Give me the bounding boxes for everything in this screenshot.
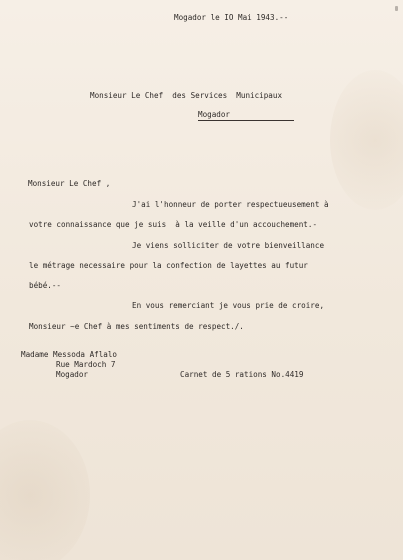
body-line: J'ai l'honneur de porter respectueusement à: [132, 200, 329, 209]
sender-city: Mogador: [56, 370, 89, 379]
recipient-line: Monsieur Le Chef des Services Municipaux: [90, 91, 283, 100]
salutation: Monsieur Le Chef ,: [28, 179, 111, 188]
paper-stain: [330, 70, 403, 210]
sender-name: Madame Messoda Aflalo: [21, 350, 118, 359]
sender-street: Rue Mardoch 7: [56, 360, 116, 369]
recipient-city: Mogador: [198, 111, 294, 121]
staple-mark: [395, 6, 398, 11]
body-line: En vous remerciant je vous prie de croire,: [132, 301, 325, 310]
ration-card-number: Carnet de 5 rations No.4419: [180, 370, 304, 379]
body-line: votre connaissance que je suis à la veille d'un accouchement.-: [29, 220, 318, 229]
body-line: Monsieur ~e Chef à mes sentiments de respect./.: [29, 322, 244, 331]
body-line: le métrage necessaire pour la confection de layettes au futur: [29, 261, 308, 270]
body-line: bébé.--: [29, 281, 62, 290]
date-line: Mogador le IO Mai 1943.--: [174, 13, 289, 22]
paper-stain: [0, 420, 90, 560]
body-line: Je viens solliciter de votre bienveillance: [132, 241, 325, 250]
